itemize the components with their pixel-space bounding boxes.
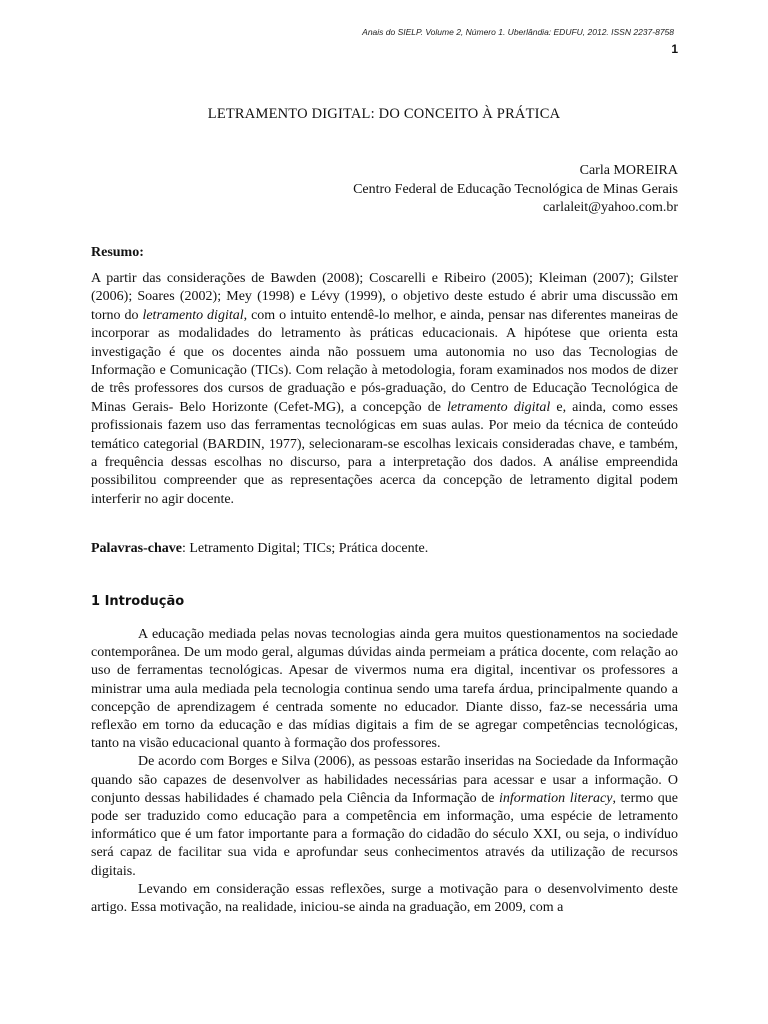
paragraph: A educação mediada pelas novas tecnologias ainda gera muitos questionamentos na sociedade contemporânea. De um modo geral, algumas dúvidas ainda permeiam a prática docente, com relação ao uso de ferramentas tecnológicas. Apesar de vivermos numa era digital, incentivar os professores a ministrar uma aula mediada pela tecnologia continua sendo uma tarefa árdua, principalmente quando a concepção de aprendizagem é centrada somente no educador. Diante disso, faz-se necessária uma reflexão em torno da educação e das mídias digitais a fim de se agregar competências tecnológicas, tanto na visão educacional quanto à formação dos professores. [91, 627, 678, 752]
author-institution: Centro Federal de Educação Tecnológica de Minas Gerais [353, 181, 678, 197]
paragraph-text: De acordo com Borges e Silva (2006), as pessoas estarão inseridas na Sociedade da Informação quando são capazes de desenvolver as habilidades necessárias para acessar e usar a informação. O conjunto dessas habilidades é chamado pela Ciência da Informação de [91, 754, 678, 806]
keywords-list: : Letramento Digital; TICs; Prática docente. [181, 541, 429, 556]
paper-title: LETRAMENTO DIGITAL: DO CONCEITO À PRÁTICA [207, 106, 561, 122]
author-name: Carla MOREIRA [579, 163, 678, 178]
running-head: Anais do SIELP. Volume 2, Número 1. Uberlândia: EDUFU, 2012. ISSN 2237-8758 [362, 27, 674, 37]
abstract-text-2: , com o intuito entendê-lo melhor, e ainda, pensar nas diferentes maneiras de incorporar as modalidades do letramento às práticas educacionais. A hipótese que orienta esta investigação é que os docentes ainda não possuem uma autonomia no uso das Tecnologias de Informação e Comunicação (TICs). Com relação à metodologia, foram examinados nos modos de dizer de três professores dos cursos de graduação e pós-graduação, do Centro de Educação Tecnológica de Minas Gerais- Belo Horizonte (Cefet-MG), a concepção de [91, 307, 678, 415]
page-number: 1 [671, 42, 678, 56]
keywords-label: Palavras-chave [91, 541, 182, 556]
abstract-term-2: letramento digital [447, 399, 551, 415]
author-email: carlaleit@yahoo.com.br [543, 200, 678, 215]
paragraph [91, 753, 678, 880]
paragraph-text: , termo que pode ser traduzido como educação para a competência em informação, uma espécie de letramento informático que é um fator importante para a formação do cidadão do século XXI, ou seja, o indivíduo será capaz de facilitar sua vida e aprofundar seus conhecimentos através da utilização de recursos digitais. [91, 790, 678, 879]
abstract-body [91, 270, 678, 509]
introduction-body [91, 626, 678, 917]
section-heading-introduction: 1 Introdução [91, 594, 185, 609]
abstract-term-1: letramento digital [142, 307, 244, 323]
paragraph: Levando em consideração essas reflexões, surge a motivação para o desenvolvimento deste artigo. Essa motivação, na realidade, iniciou-se ainda na graduação, em 2009, com a [91, 881, 678, 916]
author-block [353, 162, 678, 218]
abstract-text-3: e, ainda, como esses profissionais fazem uso das ferramentas tecnológicas em suas aulas. Por meio da técnica de conteúdo temático categorial (BARDIN, 1977), selecionaram-se escolhas lexicais consideradas chave, e também, a frequência dessas escolhas no discurso, para a interpretação dos dados. A análise empreendida possibilitou compreender que as representações acerca da concepção de letramento digital podem interferir no agir docente. [91, 399, 678, 507]
paragraph-term: information literacy [499, 790, 613, 806]
abstract-heading: Resumo: [91, 245, 144, 260]
abstract-text-1: A partir das considerações de Bawden (2008); Coscarelli e Ribeiro (2005); Kleiman (2007); Gilster (2006); Soares (2002); Mey (1998) e Lévy (1999), o objetivo deste estudo é abrir uma discussão em torno do [91, 271, 678, 323]
keywords [91, 541, 678, 557]
